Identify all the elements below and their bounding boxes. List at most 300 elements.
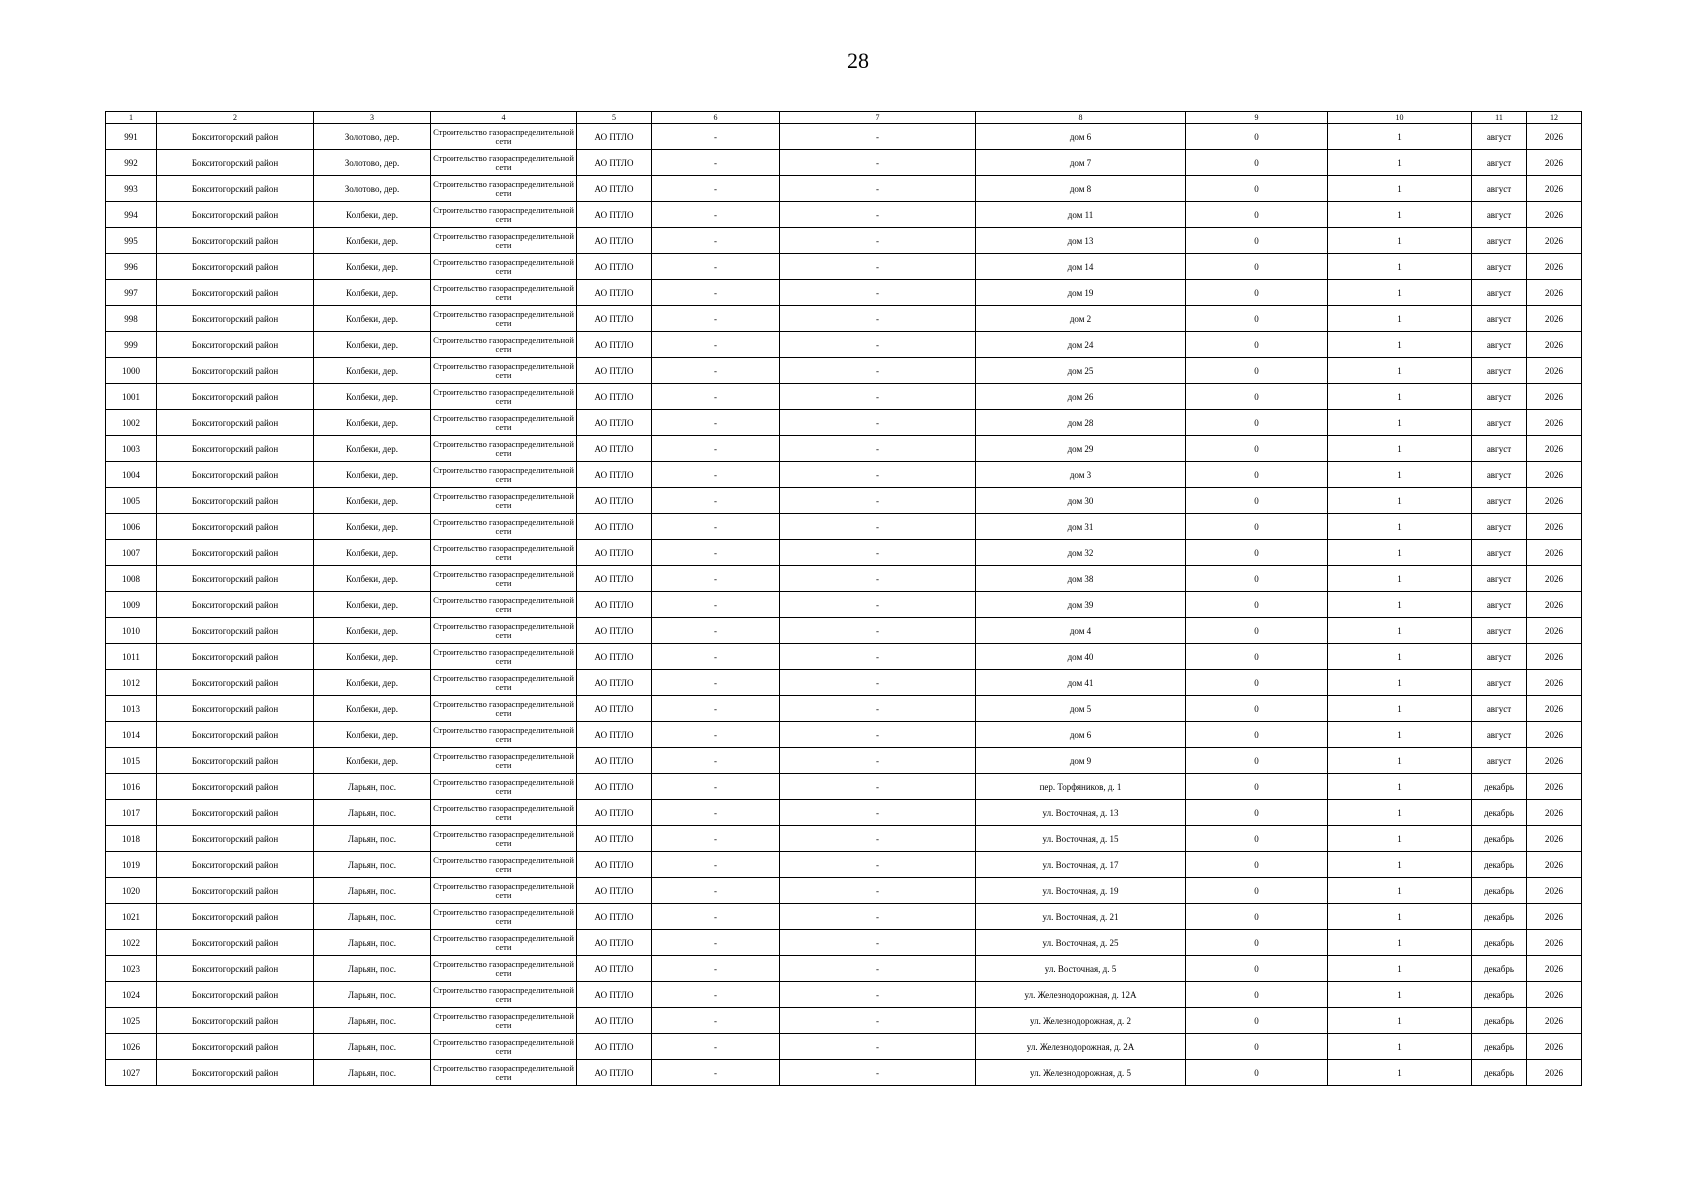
work-type-cell: Строительство газораспределительной сети — [431, 878, 577, 904]
locality-cell: Колбеки, дер. — [314, 384, 431, 410]
col7-cell: - — [780, 358, 976, 384]
district-cell: Бокситогорский район — [157, 280, 314, 306]
row-number-cell: 994 — [106, 202, 157, 228]
column-header-8: 8 — [976, 112, 1186, 124]
table-row — [106, 1034, 1582, 1060]
year-cell: 2026 — [1527, 176, 1582, 202]
year-cell: 2026 — [1527, 982, 1582, 1008]
address-cell: ул. Восточная, д. 19 — [976, 878, 1186, 904]
row-number-cell: 1021 — [106, 904, 157, 930]
col6-cell: - — [652, 930, 780, 956]
locality-cell: Колбеки, дер. — [314, 540, 431, 566]
district-cell: Бокситогорский район — [157, 540, 314, 566]
col6-cell: - — [652, 202, 780, 228]
col6-cell: - — [652, 124, 780, 150]
address-cell: дом 2 — [976, 306, 1186, 332]
col9-cell: 0 — [1186, 956, 1328, 982]
table-row — [106, 1060, 1582, 1086]
organization-cell: АО ПТЛО — [577, 332, 652, 358]
row-number-cell: 1014 — [106, 722, 157, 748]
locality-cell: Колбеки, дер. — [314, 514, 431, 540]
row-number-cell: 996 — [106, 254, 157, 280]
table-row — [106, 800, 1582, 826]
col10-cell: 1 — [1328, 644, 1472, 670]
year-cell: 2026 — [1527, 618, 1582, 644]
col6-cell: - — [652, 176, 780, 202]
table-row — [106, 852, 1582, 878]
work-type-cell: Строительство газораспределительной сети — [431, 202, 577, 228]
col6-cell: - — [652, 1034, 780, 1060]
col10-cell: 1 — [1328, 384, 1472, 410]
col6-cell: - — [652, 228, 780, 254]
work-type-cell: Строительство газораспределительной сети — [431, 462, 577, 488]
locality-cell: Колбеки, дер. — [314, 566, 431, 592]
col9-cell: 0 — [1186, 410, 1328, 436]
work-type-cell: Строительство газораспределительной сети — [431, 280, 577, 306]
year-cell: 2026 — [1527, 124, 1582, 150]
col9-cell: 0 — [1186, 904, 1328, 930]
table-row — [106, 748, 1582, 774]
month-cell: август — [1472, 332, 1527, 358]
month-cell: август — [1472, 150, 1527, 176]
year-cell: 2026 — [1527, 462, 1582, 488]
district-cell: Бокситогорский район — [157, 956, 314, 982]
month-cell: август — [1472, 306, 1527, 332]
table-row — [106, 280, 1582, 306]
locality-cell: Золотово, дер. — [314, 176, 431, 202]
row-number-cell: 1010 — [106, 618, 157, 644]
table-row — [106, 826, 1582, 852]
district-cell: Бокситогорский район — [157, 618, 314, 644]
organization-cell: АО ПТЛО — [577, 800, 652, 826]
month-cell: декабрь — [1472, 878, 1527, 904]
locality-cell: Ларьян, пос. — [314, 982, 431, 1008]
col10-cell: 1 — [1328, 722, 1472, 748]
district-cell: Бокситогорский район — [157, 878, 314, 904]
col10-cell: 1 — [1328, 358, 1472, 384]
col7-cell: - — [780, 566, 976, 592]
table-row — [106, 514, 1582, 540]
table-row — [106, 904, 1582, 930]
col9-cell: 0 — [1186, 826, 1328, 852]
col9-cell: 0 — [1186, 670, 1328, 696]
column-header-3: 3 — [314, 112, 431, 124]
work-type-cell: Строительство газораспределительной сети — [431, 384, 577, 410]
col10-cell: 1 — [1328, 540, 1472, 566]
district-cell: Бокситогорский район — [157, 228, 314, 254]
year-cell: 2026 — [1527, 488, 1582, 514]
col10-cell: 1 — [1328, 982, 1472, 1008]
col7-cell: - — [780, 722, 976, 748]
organization-cell: АО ПТЛО — [577, 150, 652, 176]
work-type-cell: Строительство газораспределительной сети — [431, 332, 577, 358]
col6-cell: - — [652, 670, 780, 696]
table-row — [106, 722, 1582, 748]
locality-cell: Колбеки, дер. — [314, 306, 431, 332]
locality-cell: Ларьян, пос. — [314, 930, 431, 956]
col6-cell: - — [652, 436, 780, 462]
col9-cell: 0 — [1186, 306, 1328, 332]
col10-cell: 1 — [1328, 514, 1472, 540]
organization-cell: АО ПТЛО — [577, 930, 652, 956]
month-cell: август — [1472, 436, 1527, 462]
organization-cell: АО ПТЛО — [577, 982, 652, 1008]
year-cell: 2026 — [1527, 722, 1582, 748]
organization-cell: АО ПТЛО — [577, 956, 652, 982]
district-cell: Бокситогорский район — [157, 254, 314, 280]
month-cell: август — [1472, 696, 1527, 722]
month-cell: декабрь — [1472, 1060, 1527, 1086]
organization-cell: АО ПТЛО — [577, 696, 652, 722]
col9-cell: 0 — [1186, 124, 1328, 150]
year-cell: 2026 — [1527, 540, 1582, 566]
locality-cell: Колбеки, дер. — [314, 358, 431, 384]
col6-cell: - — [652, 410, 780, 436]
work-type-cell: Строительство газораспределительной сети — [431, 228, 577, 254]
table-row — [106, 124, 1582, 150]
address-cell: ул. Железнодорожная, д. 2 — [976, 1008, 1186, 1034]
address-cell: дом 8 — [976, 176, 1186, 202]
col7-cell: - — [780, 748, 976, 774]
col9-cell: 0 — [1186, 202, 1328, 228]
col7-cell: - — [780, 488, 976, 514]
table-row — [106, 930, 1582, 956]
table-row — [106, 670, 1582, 696]
work-type-cell: Строительство газораспределительной сети — [431, 956, 577, 982]
work-type-cell: Строительство газораспределительной сети — [431, 566, 577, 592]
col7-cell: - — [780, 384, 976, 410]
year-cell: 2026 — [1527, 358, 1582, 384]
work-type-cell: Строительство газораспределительной сети — [431, 696, 577, 722]
row-number-cell: 1022 — [106, 930, 157, 956]
address-cell: дом 4 — [976, 618, 1186, 644]
locality-cell: Ларьян, пос. — [314, 774, 431, 800]
table-row — [106, 540, 1582, 566]
work-type-cell: Строительство газораспределительной сети — [431, 722, 577, 748]
col7-cell: - — [780, 124, 976, 150]
row-number-cell: 998 — [106, 306, 157, 332]
district-cell: Бокситогорский район — [157, 644, 314, 670]
col9-cell: 0 — [1186, 696, 1328, 722]
table-row — [106, 566, 1582, 592]
row-number-cell: 993 — [106, 176, 157, 202]
work-type-cell: Строительство газораспределительной сети — [431, 410, 577, 436]
month-cell: август — [1472, 592, 1527, 618]
row-number-cell: 1020 — [106, 878, 157, 904]
row-number-cell: 1024 — [106, 982, 157, 1008]
table-row — [106, 176, 1582, 202]
table-row — [106, 358, 1582, 384]
table-row — [106, 384, 1582, 410]
organization-cell: АО ПТЛО — [577, 540, 652, 566]
col9-cell: 0 — [1186, 280, 1328, 306]
address-cell: ул. Восточная, д. 5 — [976, 956, 1186, 982]
col9-cell: 0 — [1186, 644, 1328, 670]
organization-cell: АО ПТЛО — [577, 592, 652, 618]
month-cell: август — [1472, 410, 1527, 436]
col6-cell: - — [652, 306, 780, 332]
col7-cell: - — [780, 644, 976, 670]
year-cell: 2026 — [1527, 852, 1582, 878]
year-cell: 2026 — [1527, 332, 1582, 358]
row-number-cell: 1026 — [106, 1034, 157, 1060]
address-cell: дом 26 — [976, 384, 1186, 410]
col7-cell: - — [780, 306, 976, 332]
work-type-cell: Строительство газораспределительной сети — [431, 774, 577, 800]
month-cell: август — [1472, 540, 1527, 566]
column-header-11: 11 — [1472, 112, 1527, 124]
row-number-cell: 991 — [106, 124, 157, 150]
locality-cell: Колбеки, дер. — [314, 202, 431, 228]
month-cell: декабрь — [1472, 930, 1527, 956]
organization-cell: АО ПТЛО — [577, 878, 652, 904]
organization-cell: АО ПТЛО — [577, 618, 652, 644]
work-type-cell: Строительство газораспределительной сети — [431, 124, 577, 150]
organization-cell: АО ПТЛО — [577, 280, 652, 306]
col6-cell: - — [652, 150, 780, 176]
district-cell: Бокситогорский район — [157, 514, 314, 540]
col7-cell: - — [780, 410, 976, 436]
col7-cell: - — [780, 800, 976, 826]
address-cell: пер. Торфяников, д. 1 — [976, 774, 1186, 800]
col10-cell: 1 — [1328, 748, 1472, 774]
work-type-cell: Строительство газораспределительной сети — [431, 904, 577, 930]
locality-cell: Колбеки, дер. — [314, 254, 431, 280]
month-cell: декабрь — [1472, 800, 1527, 826]
district-cell: Бокситогорский район — [157, 410, 314, 436]
locality-cell: Колбеки, дер. — [314, 722, 431, 748]
col10-cell: 1 — [1328, 488, 1472, 514]
address-cell: дом 19 — [976, 280, 1186, 306]
row-number-cell: 1009 — [106, 592, 157, 618]
district-cell: Бокситогорский район — [157, 904, 314, 930]
col7-cell: - — [780, 1008, 976, 1034]
year-cell: 2026 — [1527, 280, 1582, 306]
organization-cell: АО ПТЛО — [577, 228, 652, 254]
locality-cell: Ларьян, пос. — [314, 852, 431, 878]
month-cell: декабрь — [1472, 852, 1527, 878]
col7-cell: - — [780, 436, 976, 462]
col9-cell: 0 — [1186, 462, 1328, 488]
organization-cell: АО ПТЛО — [577, 514, 652, 540]
district-cell: Бокситогорский район — [157, 306, 314, 332]
col6-cell: - — [652, 332, 780, 358]
row-number-cell: 1017 — [106, 800, 157, 826]
col7-cell: - — [780, 280, 976, 306]
col7-cell: - — [780, 202, 976, 228]
organization-cell: АО ПТЛО — [577, 670, 652, 696]
district-cell: Бокситогорский район — [157, 1034, 314, 1060]
organization-cell: АО ПТЛО — [577, 852, 652, 878]
year-cell: 2026 — [1527, 748, 1582, 774]
address-cell: дом 14 — [976, 254, 1186, 280]
col7-cell: - — [780, 332, 976, 358]
work-type-cell: Строительство газораспределительной сети — [431, 1008, 577, 1034]
table-row — [106, 592, 1582, 618]
table-row — [106, 878, 1582, 904]
col10-cell: 1 — [1328, 436, 1472, 462]
organization-cell: АО ПТЛО — [577, 176, 652, 202]
col9-cell: 0 — [1186, 800, 1328, 826]
row-number-cell: 1002 — [106, 410, 157, 436]
table-row — [106, 228, 1582, 254]
locality-cell: Ларьян, пос. — [314, 1060, 431, 1086]
work-type-cell: Строительство газораспределительной сети — [431, 800, 577, 826]
organization-cell: АО ПТЛО — [577, 748, 652, 774]
col10-cell: 1 — [1328, 592, 1472, 618]
col9-cell: 0 — [1186, 1034, 1328, 1060]
table-row — [106, 306, 1582, 332]
organization-cell: АО ПТЛО — [577, 306, 652, 332]
district-cell: Бокситогорский район — [157, 1008, 314, 1034]
year-cell: 2026 — [1527, 696, 1582, 722]
row-number-cell: 1019 — [106, 852, 157, 878]
locality-cell: Колбеки, дер. — [314, 748, 431, 774]
month-cell: август — [1472, 566, 1527, 592]
col6-cell: - — [652, 254, 780, 280]
col10-cell: 1 — [1328, 826, 1472, 852]
year-cell: 2026 — [1527, 1060, 1582, 1086]
locality-cell: Колбеки, дер. — [314, 410, 431, 436]
work-type-cell: Строительство газораспределительной сети — [431, 514, 577, 540]
organization-cell: АО ПТЛО — [577, 488, 652, 514]
column-header-6: 6 — [652, 112, 780, 124]
district-cell: Бокситогорский район — [157, 748, 314, 774]
district-cell: Бокситогорский район — [157, 488, 314, 514]
address-cell: дом 6 — [976, 124, 1186, 150]
address-cell: ул. Восточная, д. 25 — [976, 930, 1186, 956]
work-type-cell: Строительство газораспределительной сети — [431, 254, 577, 280]
year-cell: 2026 — [1527, 670, 1582, 696]
row-number-cell: 1027 — [106, 1060, 157, 1086]
district-cell: Бокситогорский район — [157, 826, 314, 852]
col6-cell: - — [652, 956, 780, 982]
month-cell: декабрь — [1472, 904, 1527, 930]
locality-cell: Ларьян, пос. — [314, 956, 431, 982]
col9-cell: 0 — [1186, 332, 1328, 358]
col6-cell: - — [652, 462, 780, 488]
register-table — [105, 111, 1582, 1086]
col9-cell: 0 — [1186, 150, 1328, 176]
month-cell: август — [1472, 748, 1527, 774]
work-type-cell: Строительство газораспределительной сети — [431, 540, 577, 566]
col6-cell: - — [652, 826, 780, 852]
year-cell: 2026 — [1527, 150, 1582, 176]
col10-cell: 1 — [1328, 566, 1472, 592]
col7-cell: - — [780, 540, 976, 566]
col10-cell: 1 — [1328, 332, 1472, 358]
locality-cell: Колбеки, дер. — [314, 280, 431, 306]
column-header-9: 9 — [1186, 112, 1328, 124]
address-cell: ул. Восточная, д. 17 — [976, 852, 1186, 878]
table-row — [106, 696, 1582, 722]
address-cell: ул. Восточная, д. 13 — [976, 800, 1186, 826]
work-type-cell: Строительство газораспределительной сети — [431, 358, 577, 384]
work-type-cell: Строительство газораспределительной сети — [431, 150, 577, 176]
col7-cell: - — [780, 462, 976, 488]
col6-cell: - — [652, 878, 780, 904]
year-cell: 2026 — [1527, 228, 1582, 254]
district-cell: Бокситогорский район — [157, 436, 314, 462]
row-number-cell: 1011 — [106, 644, 157, 670]
col10-cell: 1 — [1328, 1034, 1472, 1060]
organization-cell: АО ПТЛО — [577, 462, 652, 488]
col6-cell: - — [652, 982, 780, 1008]
month-cell: декабрь — [1472, 1008, 1527, 1034]
col9-cell: 0 — [1186, 228, 1328, 254]
header-row — [106, 112, 1582, 124]
row-number-cell: 1023 — [106, 956, 157, 982]
column-header-4: 4 — [431, 112, 577, 124]
col9-cell: 0 — [1186, 358, 1328, 384]
work-type-cell: Строительство газораспределительной сети — [431, 1034, 577, 1060]
col6-cell: - — [652, 748, 780, 774]
year-cell: 2026 — [1527, 800, 1582, 826]
organization-cell: АО ПТЛО — [577, 722, 652, 748]
col9-cell: 0 — [1186, 540, 1328, 566]
work-type-cell: Строительство газораспределительной сети — [431, 592, 577, 618]
year-cell: 2026 — [1527, 930, 1582, 956]
district-cell: Бокситогорский район — [157, 930, 314, 956]
col7-cell: - — [780, 670, 976, 696]
month-cell: август — [1472, 462, 1527, 488]
district-cell: Бокситогорский район — [157, 722, 314, 748]
col10-cell: 1 — [1328, 956, 1472, 982]
table-row — [106, 410, 1582, 436]
col7-cell: - — [780, 904, 976, 930]
row-number-cell: 1001 — [106, 384, 157, 410]
col10-cell: 1 — [1328, 852, 1472, 878]
row-number-cell: 992 — [106, 150, 157, 176]
locality-cell: Колбеки, дер. — [314, 696, 431, 722]
col10-cell: 1 — [1328, 150, 1472, 176]
organization-cell: АО ПТЛО — [577, 410, 652, 436]
month-cell: август — [1472, 722, 1527, 748]
col9-cell: 0 — [1186, 592, 1328, 618]
col6-cell: - — [652, 1060, 780, 1086]
row-number-cell: 1008 — [106, 566, 157, 592]
month-cell: август — [1472, 176, 1527, 202]
year-cell: 2026 — [1527, 1034, 1582, 1060]
row-number-cell: 1005 — [106, 488, 157, 514]
work-type-cell: Строительство газораспределительной сети — [431, 618, 577, 644]
organization-cell: АО ПТЛО — [577, 124, 652, 150]
year-cell: 2026 — [1527, 592, 1582, 618]
organization-cell: АО ПТЛО — [577, 1008, 652, 1034]
table-row — [106, 462, 1582, 488]
month-cell: август — [1472, 644, 1527, 670]
col7-cell: - — [780, 514, 976, 540]
organization-cell: АО ПТЛО — [577, 358, 652, 384]
col10-cell: 1 — [1328, 1008, 1472, 1034]
col7-cell: - — [780, 254, 976, 280]
table-row — [106, 982, 1582, 1008]
col7-cell: - — [780, 826, 976, 852]
column-header-1: 1 — [106, 112, 157, 124]
locality-cell: Ларьян, пос. — [314, 826, 431, 852]
district-cell: Бокситогорский район — [157, 592, 314, 618]
table-row — [106, 254, 1582, 280]
year-cell: 2026 — [1527, 436, 1582, 462]
col10-cell: 1 — [1328, 618, 1472, 644]
address-cell: ул. Железнодорожная, д. 2А — [976, 1034, 1186, 1060]
locality-cell: Колбеки, дер. — [314, 488, 431, 514]
col10-cell: 1 — [1328, 696, 1472, 722]
organization-cell: АО ПТЛО — [577, 644, 652, 670]
locality-cell: Ларьян, пос. — [314, 1008, 431, 1034]
district-cell: Бокситогорский район — [157, 1060, 314, 1086]
address-cell: дом 38 — [976, 566, 1186, 592]
